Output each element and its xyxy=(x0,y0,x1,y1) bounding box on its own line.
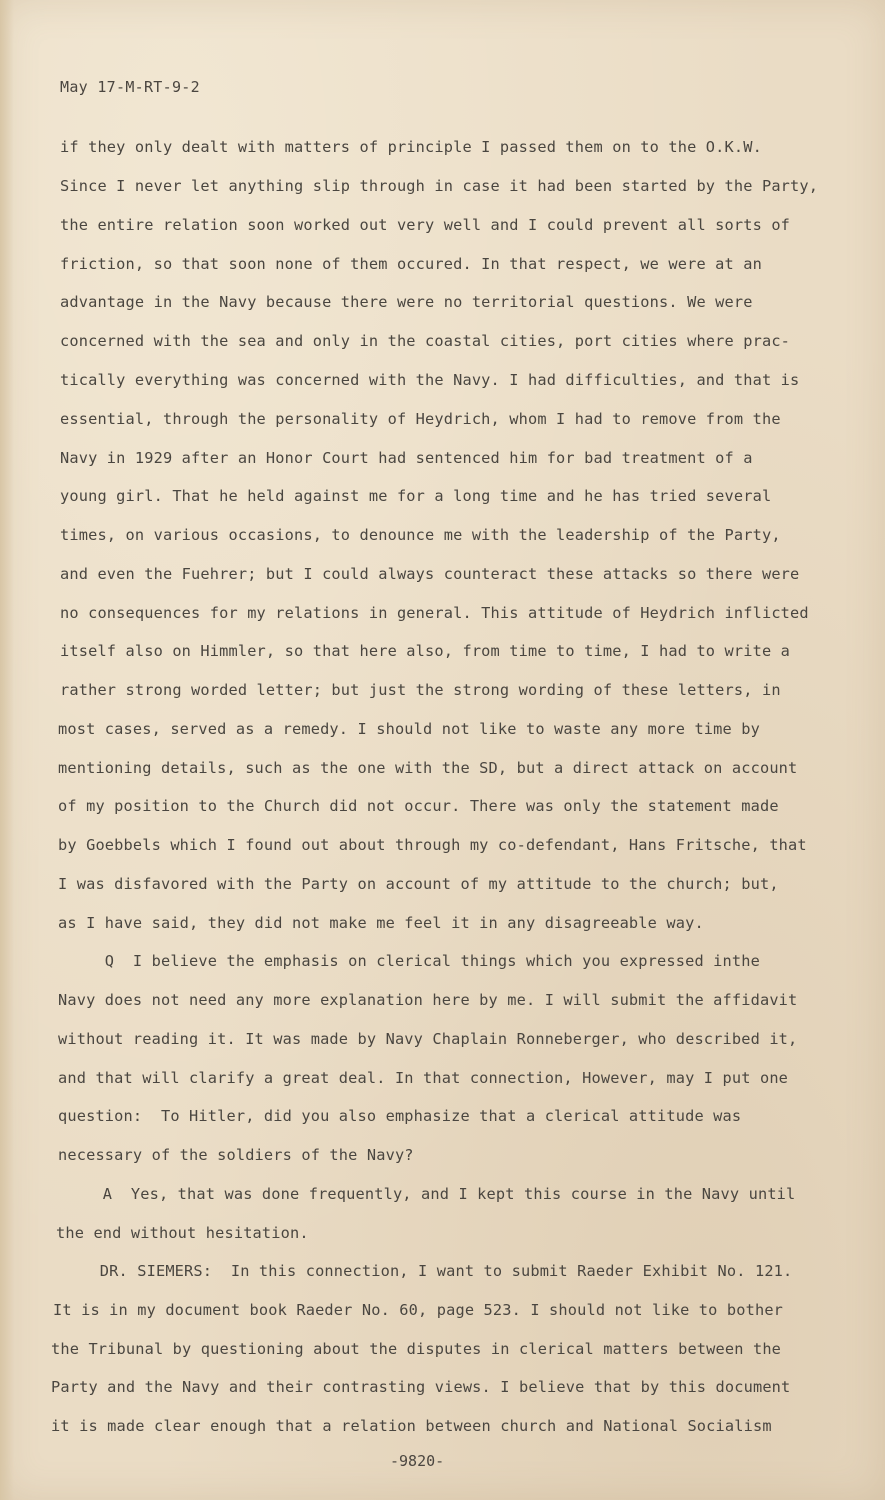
text-line: times, on various occasions, to denounce me with the leadership of the Party, xyxy=(60,526,781,544)
text-line: the entire relation soon worked out very well and I could prevent all sorts of xyxy=(60,216,791,234)
page-number: -9820- xyxy=(390,1452,445,1470)
text-line: friction, so that soon none of them occured. In that respect, we were at an xyxy=(60,255,762,273)
document-reference: May 17-M-RT-9-2 xyxy=(60,78,200,96)
text-line: as I have said, they did not make me feel it in any disagreeable way. xyxy=(58,914,704,932)
text-line: concerned with the sea and only in the coastal cities, port cities where prac- xyxy=(60,332,791,350)
text-line: it is made clear enough that a relation between church and National Socialism xyxy=(51,1417,772,1435)
text-line: rather strong worded letter; but just the strong wording of these letters, in xyxy=(60,681,781,699)
text-line: advantage in the Navy because there were no territorial questions. We were xyxy=(60,293,753,311)
text-line: no consequences for my relations in general. This attitude of Heydrich inflicted xyxy=(60,604,809,622)
text-line: I was disfavored with the Party on account of my attitude to the church; but, xyxy=(58,875,779,893)
text-line: tically everything was concerned with the Navy. I had difficulties, and that is xyxy=(60,371,800,389)
text-line: necessary of the soldiers of the Navy? xyxy=(58,1146,414,1164)
text-line: without reading it. It was made by Navy Chaplain Ronneberger, who described it, xyxy=(58,1030,798,1048)
text-line: mentioning details, such as the one with the SD, but a direct attack on account xyxy=(58,759,798,777)
paper-edge xyxy=(0,0,14,1500)
text-line: essential, through the personality of Heydrich, whom I had to remove from the xyxy=(60,410,781,428)
text-line: Navy in 1929 after an Honor Court had sentenced him for bad treatment of a xyxy=(60,449,753,467)
text-line: and even the Fuehrer; but I could always counteract these attacks so there were xyxy=(60,565,800,583)
text-line: most cases, served as a remedy. I should not like to waste any more time by xyxy=(58,720,760,738)
text-line: of my position to the Church did not occur. There was only the statement made xyxy=(58,797,779,815)
text-line: young girl. That he held against me for a long time and he has tried several xyxy=(60,487,772,505)
text-line: the end without hesitation. xyxy=(56,1224,309,1242)
text-line: A Yes, that was done frequently, and I kept this course in the Navy until xyxy=(56,1185,796,1203)
text-line: Party and the Navy and their contrasting views. I believe that by this document xyxy=(51,1378,791,1396)
text-line: Since I never let anything slip through in case it had been started by the Party, xyxy=(60,177,819,195)
text-line: question: To Hitler, did you also emphasize that a clerical attitude was xyxy=(58,1107,742,1125)
text-line: DR. SIEMERS: In this connection, I want to submit Raeder Exhibit No. 121. xyxy=(53,1262,793,1280)
text-line: and that will clarify a great deal. In that connection, However, may I put one xyxy=(58,1069,789,1087)
text-line: It is in my document book Raeder No. 60, page 523. I should not like to bother xyxy=(53,1301,784,1319)
text-line: Q I believe the emphasis on clerical things which you expressed inthe xyxy=(58,952,760,970)
text-line: Navy does not need any more explanation here by me. I will submit the affidavit xyxy=(58,991,798,1009)
text-line: by Goebbels which I found out about through my co-defendant, Hans Fritsche, that xyxy=(58,836,807,854)
text-line: if they only dealt with matters of principle I passed them on to the O.K.W. xyxy=(60,138,762,156)
text-line: itself also on Himmler, so that here also, from time to time, I had to write a xyxy=(60,642,791,660)
text-line: the Tribunal by questioning about the disputes in clerical matters between the xyxy=(51,1340,782,1358)
